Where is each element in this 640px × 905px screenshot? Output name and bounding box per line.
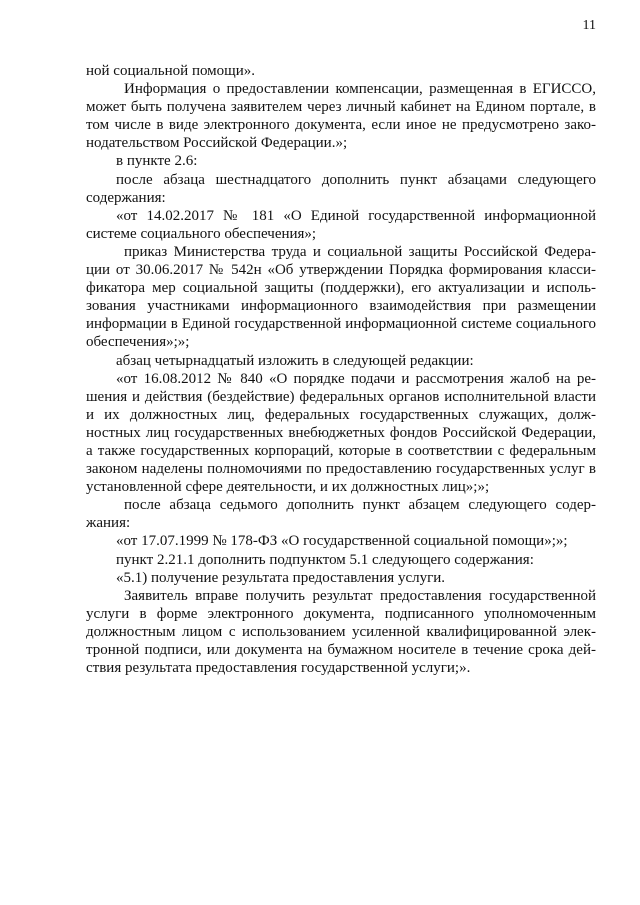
paragraph-order-840: «от 16.08.2012 № 840 «О порядке подачи и рассмотрения жалоб на решения и действия (бездействие) федеральных органов исполнительной власти и их должностных лиц, федеральных государственных служащих, должностных лиц государственных внебюджетных фондов Российской Федерации, а также государственных корпораций, которые в соответствии с федеральным законом наделены полномочиями по предоставлению государственных услуг в установленной сфере деятельности, и их должностных лиц»;»; xyxy=(86,370,596,496)
paragraph-fourteenth: абзац четырнадцатый изложить в следующей редакции: xyxy=(116,352,474,369)
paragraph-after-seventh: после абзаца седьмого дополнить пункт абзацем следующего содержания: xyxy=(86,497,596,532)
paragraph-subpoint-5-1: «5.1) получение результата предоставления услуги. xyxy=(116,569,446,586)
page-number: 11 xyxy=(582,18,596,33)
paragraph-egisso-info: Информация о предоставлении компенсации, размещенная в ЕГИССО, может быть получена заявителем через личный кабинет на Едином портале, в том числе в виде электронного документа, если иное не предусмотрено законодательством Российской Федерации.»; xyxy=(86,81,596,152)
paragraph-law-178: «от 17.07.1999 № 178-ФЗ «О государственной социальной помощи»;»; xyxy=(116,533,568,550)
paragraph-after-sixteenth: после абзаца шестнадцатого дополнить пункт абзацами следующего содержания: xyxy=(86,171,596,206)
paragraph-point-2-21-1: пункт 2.21.1 дополнить подпунктом 5.1 следующего содержания: xyxy=(116,551,534,568)
paragraph-applicant-right: Заявитель вправе получить результат предоставления государственной услуги в форме электронного документа, подписанного уполномоченным должностным лицом с использованием усиленной квалифицированной электронной подписи, или документа на бумажном носителе в течение срока действия результата предоставления государственной услуги;». xyxy=(86,587,596,677)
paragraph-order-542n: приказ Министерства труда и социальной защиты Российской Федерации от 30.06.2017 № 542н «Об утверждении Порядка формирования классификатора мер социальной защиты (поддержки), его актуализации и использования участниками информационного взаимодействия при размещении информации в Единой государственной информационной системе социального обеспечения»;»; xyxy=(86,243,596,351)
paragraph-order-181: «от 14.02.2017 № 181 «О Единой государственной информационной системе социального обеспечения»; xyxy=(86,207,596,242)
paragraph-point-2-6: в пункте 2.6: xyxy=(116,153,198,170)
paragraph-continuation: ной социальной помощи». xyxy=(86,63,255,79)
document-body xyxy=(86,62,596,677)
